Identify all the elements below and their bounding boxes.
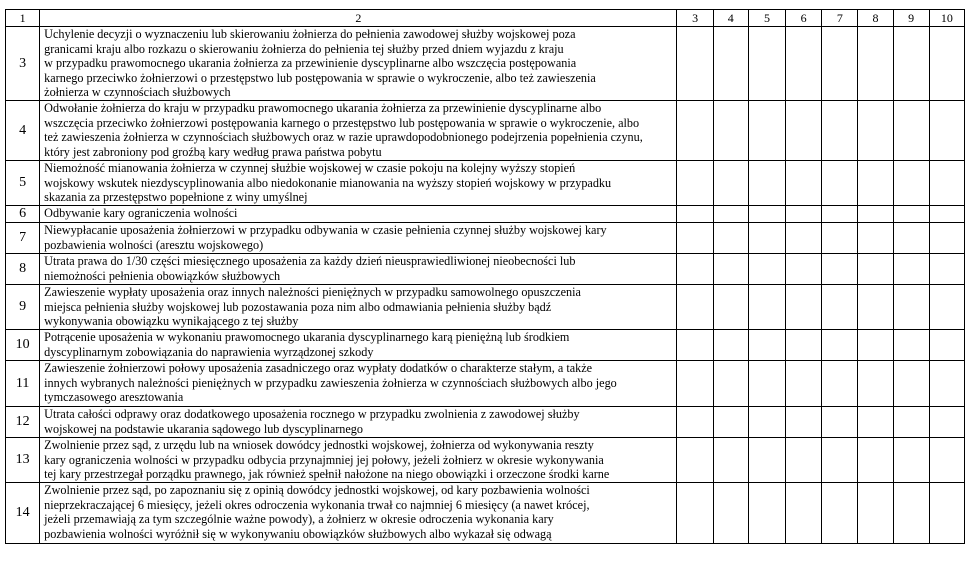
cell-col-4[interactable] (713, 223, 748, 254)
row-number: 14 (6, 483, 40, 544)
cell-col-9[interactable] (893, 483, 929, 544)
cell-col-8[interactable] (858, 407, 893, 438)
cell-col-3[interactable] (677, 161, 713, 206)
description-line: granicami kraju albo rozkazu o skierowaniu żołnierza do pełnienia tej służby przed dniem wyjazdu z kraju (44, 41, 564, 56)
description-line: nieprzekraczającej 6 miesięcy, jeżeli okres odroczenia wykonania trwał co najmniej 6 miesięcy (a nawet krócej, (44, 497, 590, 512)
cell-col-8[interactable] (858, 254, 893, 285)
cell-col-3[interactable] (677, 361, 713, 407)
cell-col-9[interactable] (893, 27, 929, 101)
column-number: 3 (677, 10, 713, 27)
row-description (40, 330, 677, 361)
cell-col-4[interactable] (713, 361, 748, 407)
cell-col-8[interactable] (858, 101, 893, 161)
row-number: 9 (6, 285, 40, 330)
cell-col-7[interactable] (822, 483, 858, 544)
row-number: 11 (6, 361, 40, 407)
cell-col-9[interactable] (893, 330, 929, 361)
description-line: tej kary przestrzegał porządku prawnego, jak również spełnił nałożone na niego obowiązki i orzeczone środki karne (44, 467, 610, 482)
cell-col-5[interactable] (748, 254, 785, 285)
cell-col-4[interactable] (713, 330, 748, 361)
description-line: dyscyplinarnym zobowiązania do naprawienia wyrządzonej szkody (44, 344, 374, 359)
row-number: 7 (6, 223, 40, 254)
cell-col-8[interactable] (858, 330, 893, 361)
row-description (40, 254, 677, 285)
cell-col-5[interactable] (748, 285, 785, 330)
cell-col-10[interactable] (929, 330, 964, 361)
cell-col-8[interactable] (858, 285, 893, 330)
description-line: który jest zabroniony pod groźbą kary według prawa państwa pobytu (44, 144, 382, 159)
row-number: 10 (6, 330, 40, 361)
column-number-row (6, 10, 965, 27)
table-row (6, 254, 965, 285)
cell-col-9[interactable] (893, 161, 929, 206)
description-line: Zawieszenie wypłaty uposażenia oraz innych należności pieniężnych w przypadku samowolnego opuszczenia (44, 285, 581, 299)
cell-col-5[interactable] (748, 101, 785, 161)
row-description (40, 483, 677, 544)
cell-col-10[interactable] (929, 407, 964, 438)
cell-col-5[interactable] (748, 206, 785, 223)
column-number: 5 (748, 10, 785, 27)
table-row (6, 483, 965, 544)
cell-col-3[interactable] (677, 206, 713, 223)
cell-col-4[interactable] (713, 438, 748, 483)
cell-col-10[interactable] (929, 285, 964, 330)
cell-col-9[interactable] (893, 438, 929, 483)
cell-col-5[interactable] (748, 223, 785, 254)
cell-col-8[interactable] (858, 223, 893, 254)
column-number: 1 (6, 10, 40, 27)
description-line: pozbawienia wolności wyróżnił się w wykonywaniu obowiązków służbowych albo wykazał się odwagą (44, 526, 552, 541)
cell-col-9[interactable] (893, 223, 929, 254)
cell-col-5[interactable] (748, 438, 785, 483)
cell-col-7[interactable] (822, 101, 858, 161)
cell-col-10[interactable] (929, 361, 964, 407)
description-line: wszczęcia przeciwko żołnierzowi postępowania karnego o przestępstwo lub postępowania w sprawie o wykroczenie, albo (44, 115, 640, 130)
cell-col-10[interactable] (929, 483, 964, 544)
description-line: niemożności pełnienia obowiązków służbowych (44, 268, 281, 283)
row-number: 13 (6, 438, 40, 483)
cell-col-6[interactable] (786, 330, 822, 361)
cell-col-10[interactable] (929, 223, 964, 254)
cell-col-6[interactable] (786, 285, 822, 330)
cell-col-7[interactable] (822, 330, 858, 361)
cell-col-3[interactable] (677, 483, 713, 544)
description-line: Niewypłacanie uposażenia żołnierzowi w przypadku odbywania w czasie pełnienia czynnej służby wojskowej kary (44, 223, 607, 237)
cell-col-3[interactable] (677, 254, 713, 285)
cell-col-3[interactable] (677, 27, 713, 101)
cell-col-6[interactable] (786, 161, 822, 206)
row-description (40, 101, 677, 161)
column-number: 4 (713, 10, 748, 27)
cell-col-7[interactable] (822, 438, 858, 483)
description-line: Zawieszenie żołnierzowi połowy uposażenia zasadniczego oraz wypłaty dodatków o charakterze stałym, a także (44, 361, 593, 375)
description-line: też zawieszenia żołnierza w czynnościach służbowych oraz w razie uprawdopodobnionego podejrzenia popełnienia czynu, (44, 130, 643, 145)
description-line: karnego przeciwko żołnierzowi o przestępstwo lub postępowania w sprawie o wykroczenie, albo też zawieszenia (44, 70, 596, 85)
cell-col-4[interactable] (713, 101, 748, 161)
cell-col-7[interactable] (822, 161, 858, 206)
row-number: 5 (6, 161, 40, 206)
cell-col-4[interactable] (713, 407, 748, 438)
cell-col-5[interactable] (748, 407, 785, 438)
cell-col-5[interactable] (748, 161, 785, 206)
cell-col-3[interactable] (677, 223, 713, 254)
cell-col-7[interactable] (822, 254, 858, 285)
cell-col-3[interactable] (677, 438, 713, 483)
table-row (6, 161, 965, 206)
row-description (40, 285, 677, 330)
cell-col-3[interactable] (677, 101, 713, 161)
description-line: Niemożność mianowania żołnierza w czynnej służbie wojskowej w czasie pokoju na kolejny wyższy stopień (44, 161, 576, 175)
cell-col-3[interactable] (677, 330, 713, 361)
column-number: 10 (929, 10, 964, 27)
description-line: wojskowej na podstawie ukarania sądowego lub dyscyplinarnego (44, 421, 363, 436)
column-number: 9 (893, 10, 929, 27)
cell-col-9[interactable] (893, 285, 929, 330)
table-row (6, 407, 965, 438)
cell-col-7[interactable] (822, 223, 858, 254)
row-number: 8 (6, 254, 40, 285)
table-row (6, 223, 965, 254)
table-row (6, 361, 965, 407)
row-description (40, 361, 677, 407)
cell-col-8[interactable] (858, 27, 893, 101)
cell-col-5[interactable] (748, 483, 785, 544)
cell-col-4[interactable] (713, 285, 748, 330)
cell-col-4[interactable] (713, 161, 748, 206)
description-line: Odwołanie żołnierza do kraju w przypadku prawomocnego ukarania żołnierza za przewinienie dyscyplinarne albo (44, 101, 602, 115)
cell-col-7[interactable] (822, 407, 858, 438)
description-line: kary ograniczenia wolności w przypadku odbycia przynajmniej jej połowy, jeżeli żołnierz w okresie wykonywania (44, 452, 604, 467)
description-line: innych wybranych należności pieniężnych w przypadku zawieszenia żołnierza w czynnościach służbowych albo jego (44, 375, 617, 390)
description-line: Zwolnienie przez sąd, po zapoznaniu się z opinią dowódcy jednostki wojskowej, od kary pozbawienia wolności (44, 483, 590, 497)
table-row (6, 206, 965, 223)
cell-col-6[interactable] (786, 407, 822, 438)
column-number: 2 (40, 10, 677, 27)
cell-col-3[interactable] (677, 407, 713, 438)
row-number: 4 (6, 101, 40, 161)
row-description (40, 223, 677, 254)
description-line: skazania za przestępstwo popełnione z winy umyślnej (44, 190, 308, 205)
table-row (6, 101, 965, 161)
column-number: 6 (786, 10, 822, 27)
description-line: Potrącenie uposażenia w wykonaniu prawomocnego ukarania dyscyplinarnego karą pieniężną lub środkiem (44, 330, 570, 344)
cell-col-7[interactable] (822, 285, 858, 330)
cell-col-6[interactable] (786, 254, 822, 285)
row-description (40, 161, 677, 206)
criteria-table (5, 9, 965, 544)
description-line: Utrata prawa do 1/30 części miesięcznego uposażenia za każdy dzień nieusprawiedliwionej nieobecności lub (44, 254, 576, 268)
table-row (6, 285, 965, 330)
cell-col-6[interactable] (786, 206, 822, 223)
column-number: 8 (858, 10, 893, 27)
cell-col-5[interactable] (748, 330, 785, 361)
cell-col-7[interactable] (822, 27, 858, 101)
cell-col-6[interactable] (786, 361, 822, 407)
description-line: pozbawienia wolności (aresztu wojskowego) (44, 237, 264, 252)
cell-col-4[interactable] (713, 27, 748, 101)
cell-col-10[interactable] (929, 161, 964, 206)
column-number: 7 (822, 10, 858, 27)
description-line: jeżeli przemawiają za tym szczególnie ważne powody), a żołnierz w okresie odroczenia wykonania kary (44, 512, 554, 527)
cell-col-5[interactable] (748, 27, 785, 101)
row-description (40, 27, 677, 101)
cell-col-9[interactable] (893, 407, 929, 438)
description-line: Uchylenie decyzji o wyznaczeniu lub skierowaniu żołnierza do pełnienia zawodowej służby wojskowej poza (44, 27, 576, 41)
description-line: miejsca pełnienia służby wojskowej lub pozostawania poza nim albo odmawiania pełnienia służby bądź (44, 299, 552, 314)
cell-col-4[interactable] (713, 254, 748, 285)
cell-col-4[interactable] (713, 206, 748, 223)
row-description (40, 206, 677, 223)
cell-col-9[interactable] (893, 206, 929, 223)
cell-col-6[interactable] (786, 438, 822, 483)
cell-col-10[interactable] (929, 27, 964, 101)
cell-col-8[interactable] (858, 438, 893, 483)
description-line: żołnierza w czynnościach służbowych (44, 85, 231, 100)
cell-col-8[interactable] (858, 483, 893, 544)
description-line: w przypadku prawomocnego ukarania żołnierza za przewinienie dyscyplinarne albo wszczęcia postępowania (44, 56, 577, 71)
description-line: Zwolnienie przez sąd, z urzędu lub na wniosek dowódcy jednostki wojskowej, żołnierza od wykonywania reszty (44, 438, 594, 452)
cell-col-4[interactable] (713, 483, 748, 544)
cell-col-10[interactable] (929, 438, 964, 483)
cell-col-6[interactable] (786, 27, 822, 101)
cell-col-5[interactable] (748, 361, 785, 407)
cell-col-7[interactable] (822, 361, 858, 407)
cell-col-9[interactable] (893, 361, 929, 407)
description-line: tymczasowego aresztowania (44, 390, 184, 405)
cell-col-6[interactable] (786, 483, 822, 544)
table-row (6, 27, 965, 101)
table-row (6, 438, 965, 483)
row-number: 6 (6, 206, 40, 223)
table-row (6, 330, 965, 361)
cell-col-10[interactable] (929, 101, 964, 161)
row-description (40, 407, 677, 438)
description-line: wojskowy wskutek niezdyscyplinowania albo niedokonanie mianowania na wyższy stopień wojskowy w przypadku (44, 175, 612, 190)
cell-col-7[interactable] (822, 206, 858, 223)
cell-col-10[interactable] (929, 206, 964, 223)
cell-col-8[interactable] (858, 361, 893, 407)
cell-col-8[interactable] (858, 206, 893, 223)
row-number: 12 (6, 407, 40, 438)
cell-col-8[interactable] (858, 161, 893, 206)
row-number: 3 (6, 27, 40, 101)
cell-col-6[interactable] (786, 101, 822, 161)
description-line: Utrata całości odprawy oraz dodatkowego uposażenia rocznego w przypadku zwolnienia z zawodowej służby (44, 407, 580, 421)
cell-col-3[interactable] (677, 285, 713, 330)
cell-col-9[interactable] (893, 101, 929, 161)
cell-col-10[interactable] (929, 254, 964, 285)
description-line: Odbywanie kary ograniczenia wolności (44, 206, 238, 220)
description-line: wykonywania obowiązku wynikającego z tej służby (44, 314, 299, 329)
cell-col-6[interactable] (786, 223, 822, 254)
cell-col-9[interactable] (893, 254, 929, 285)
row-description (40, 438, 677, 483)
